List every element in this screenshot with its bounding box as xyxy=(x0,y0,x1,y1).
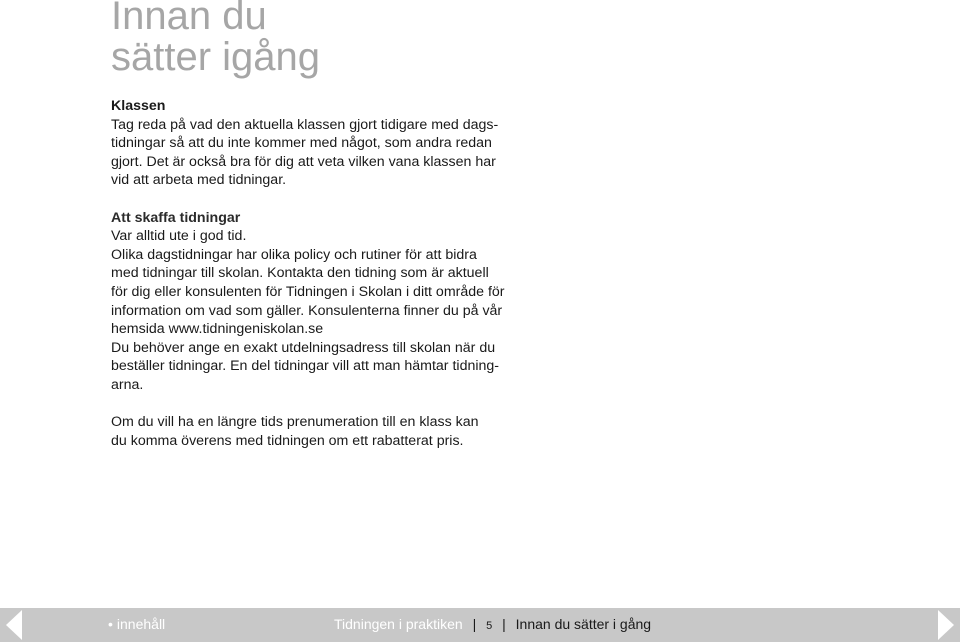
page-title-line-1: Innan du xyxy=(111,0,267,38)
paragraph-line: med tidningar till skolan. Kontakta den tidning som är aktuell xyxy=(111,265,489,282)
publication-name: Tidningen i praktiken xyxy=(334,616,463,632)
paragraph-line: Om du vill ha en längre tids prenumeration till en klass kan xyxy=(111,414,479,431)
section-heading-klassen: Klassen xyxy=(111,98,166,114)
paragraph-line: Var alltid ute i god tid. xyxy=(111,228,247,245)
section-att-skaffa-tidningar xyxy=(111,209,521,395)
paragraph-line: Du behöver ange en exakt utdelningsadress till skolan när du xyxy=(111,339,496,356)
section-prenumeration xyxy=(111,413,521,450)
paragraph-line: gjort. Det är också bra för dig att veta vilken vana klassen har xyxy=(111,153,496,170)
breadcrumb-separator: | xyxy=(472,616,477,632)
footer-bar xyxy=(0,608,960,642)
paragraph-line: vid att arbeta med tidningar. xyxy=(111,172,287,189)
page-title xyxy=(111,0,320,78)
paragraph-line: arna. xyxy=(111,376,144,393)
previous-page-arrow-icon[interactable] xyxy=(6,610,22,640)
paragraph-line: du komma överens med tidningen om ett rabatterat pris. xyxy=(111,432,464,449)
footer-breadcrumb xyxy=(334,616,651,632)
page-number: 5 xyxy=(486,620,493,632)
paragraph-line: information om vad som gäller. Konsulenterna finner du på vår xyxy=(111,302,503,319)
paragraph-line: Tag reda på vad den aktuella klassen gjort tidigare med dags- xyxy=(111,116,499,133)
next-page-arrow-icon[interactable] xyxy=(938,610,954,640)
page-title-line-2: sätter igång xyxy=(111,35,321,79)
paragraph-line: tidningar så att du inte kommer med något, som andra redan xyxy=(111,135,492,152)
bullet-icon: • xyxy=(108,616,113,632)
toc-link[interactable] xyxy=(108,616,165,632)
section-heading-att-skaffa-tidningar: Att skaffa tidningar xyxy=(111,209,241,226)
main-content xyxy=(111,97,521,450)
paragraph-line: beställer tidningar. En del tidningar vill att man hämtar tidning- xyxy=(111,358,500,375)
paragraph-line: hemsida www.tidningeniskolan.se xyxy=(111,321,324,338)
toc-link-label: innehåll xyxy=(116,616,166,632)
paragraph-spacer xyxy=(111,395,521,414)
paragraph-line: Olika dagstidningar har olika policy och rutiner för att bidra xyxy=(111,246,477,263)
section-klassen xyxy=(111,97,521,190)
breadcrumb-separator: | xyxy=(502,616,506,632)
paragraph-spacer xyxy=(111,190,521,209)
paragraph-line: för dig eller konsulenten för Tidningen i Skolan i ditt område för xyxy=(111,283,505,300)
section-name: Innan du sätter i gång xyxy=(515,616,652,632)
